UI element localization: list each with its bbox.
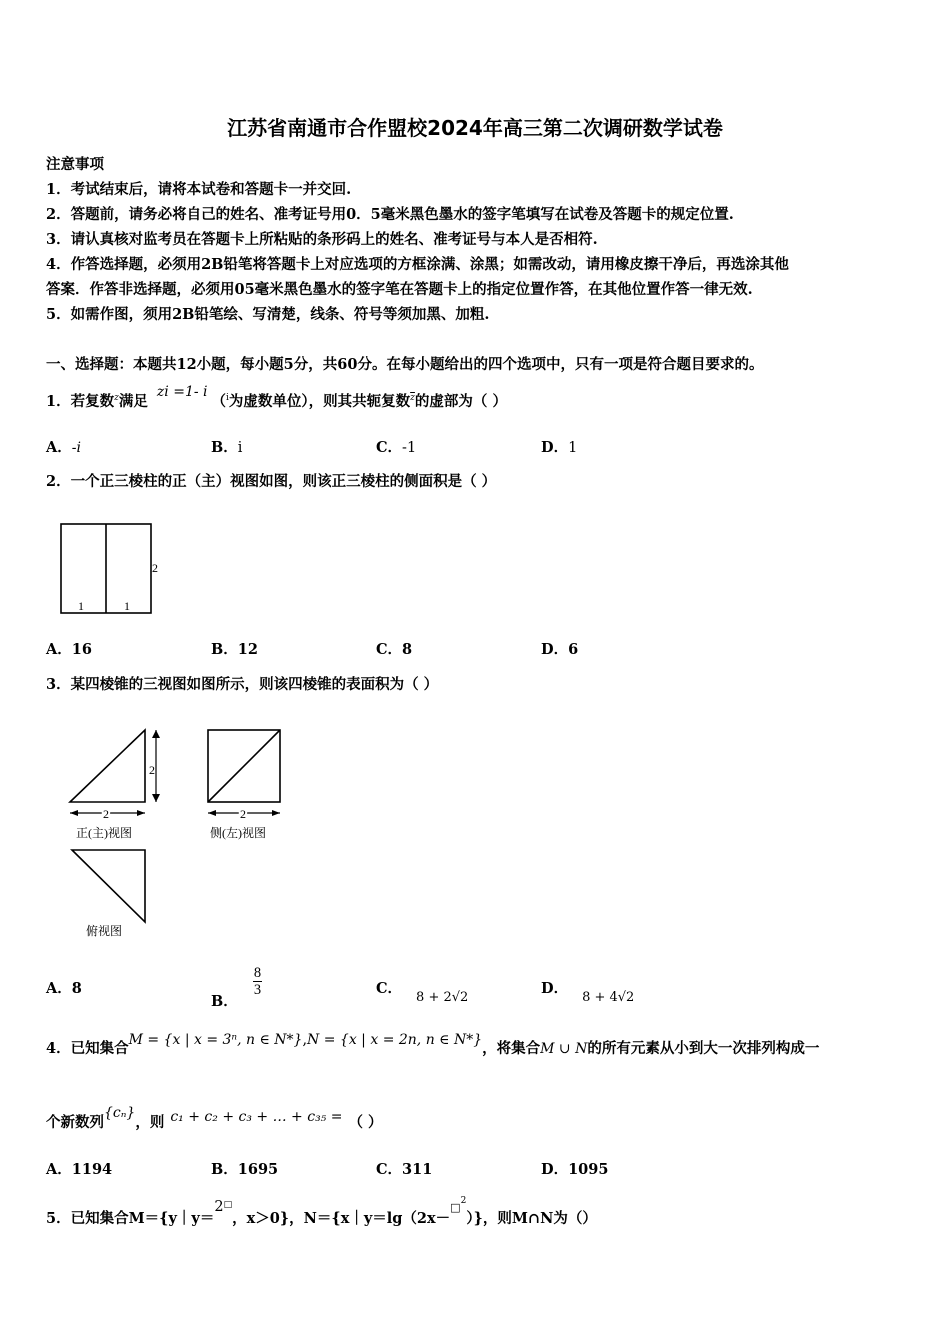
q3-side-caption: 侧(左)视图 [210, 826, 266, 840]
q2-front-view-figure [44, 520, 174, 620]
arrow-right-icon [272, 810, 280, 816]
note-item: 1．考试结束后，请将本试卷和答题卡一并交回. [46, 181, 352, 198]
q3-front-height: 2 [149, 763, 155, 777]
note-item: 5．如需作图，须用2B铅笔绘、写清楚，线条、符号等须加黑、加粗. [46, 306, 490, 323]
q1-text: 的虚部为（ ） [414, 393, 507, 410]
q4-sum: c₁ + c₂ + c₃ + … + c₃₅ = [170, 1109, 343, 1125]
note-item: 3．请认真核对监考员在答题卡上所粘贴的条形码上的姓名、准考证号与本人是否相符. [46, 231, 598, 248]
option-d[interactable]: D．1 [541, 439, 578, 456]
q1-i: i [226, 393, 229, 404]
option-b[interactable]: B．i [211, 439, 243, 456]
option-a[interactable]: A．16 [46, 641, 92, 658]
q5-square: □ [450, 1201, 461, 1214]
q1-text: 满足 [118, 393, 148, 410]
option-a[interactable]: A．1194 [46, 1161, 113, 1178]
q5-base: 2 [214, 1199, 224, 1215]
question-2-stem: 2．一个正三棱柱的正（主）视图如图，则该正三棱柱的侧面积是（ ） [46, 473, 497, 490]
question-4-stem-line2: 个新数列{cₙ}，则 c₁ + c₂ + c₃ + … + c₃₅ = （ ） [46, 1105, 383, 1131]
option-a[interactable]: A．-i [46, 439, 81, 456]
note-item: 4．作答选择题，必须用2B铅笔将答题卡上对应选项的方框涂满、涂黑；如需改动，请用橡皮擦干净后，再选涂其他 [46, 256, 789, 273]
q4-set-m: M = {x | x = 3ⁿ, n ∈ N*} [128, 1032, 303, 1048]
q3-front-width: 2 [103, 807, 109, 821]
q3-front-caption: 正(主)视图 [76, 826, 132, 840]
q1-text: （ [211, 393, 227, 410]
option-c[interactable]: C．8 + 2√2 [376, 980, 469, 1005]
question-4-stem: 4．已知集合M = {x | x = 3ⁿ, n ∈ N*},N = {x | x = 2n, n ∈ N*}，将集合M ∪ N的所有元素从小到大一次排列构成一 [46, 1032, 820, 1057]
option-b[interactable]: B． $\frac{8}{3}$ [211, 965, 262, 1010]
option-d[interactable]: D．6 [541, 641, 579, 658]
q2-right-label: 1 [124, 599, 130, 613]
q1-equation: zi =1- i [156, 384, 208, 400]
q2-left-label: 1 [78, 599, 84, 613]
question-1-stem [46, 384, 507, 411]
option-c[interactable]: C．8 [376, 641, 413, 658]
notes-heading: 注意事项 [46, 156, 104, 173]
option-b[interactable]: B．12 [211, 641, 258, 658]
q5-square-exp: 2 [460, 1196, 467, 1207]
arrow-left-icon [70, 810, 78, 816]
option-d[interactable]: D．8 + 4√2 [541, 980, 635, 1005]
option-a[interactable]: A．8 [46, 980, 82, 997]
option-c[interactable]: C．-1 [376, 439, 417, 456]
option-b[interactable]: B．1695 [211, 1161, 279, 1178]
question-3-stem: 3．某四棱锥的三视图如图所示，则该四棱锥的表面积为（ ） [46, 676, 439, 693]
q1-text: 为虚数单位），则其共轭复数 [228, 393, 411, 410]
q1-z: z [114, 393, 119, 404]
q4-set-n: N = {x | x = 2n, n ∈ N*} [307, 1032, 483, 1048]
q3-top-caption: 俯视图 [86, 924, 123, 938]
q3-side-diagonal [208, 730, 280, 802]
q4-sequence: {cₙ} [104, 1105, 136, 1121]
q2-height-label: 2 [152, 561, 158, 575]
q1-zbar: z [410, 393, 415, 404]
q3-top-triangle [72, 850, 145, 922]
option-d[interactable]: D．1095 [541, 1161, 609, 1178]
q4-union: M ∪ N [540, 1041, 588, 1057]
arrow-up-icon [152, 730, 160, 738]
arrow-left-icon [208, 810, 216, 816]
q3-three-views-figure [60, 722, 290, 942]
arrow-down-icon [152, 794, 160, 802]
note-item: 答案．作答非选择题，必须用05毫米黑色墨水的签字笔在答题卡上的指定位置作答，在其他位置作答一律无效. [46, 281, 753, 298]
q5-exp: □ [223, 1200, 233, 1211]
note-item: 2．答题前，请务必将自己的姓名、准考证号用0．5毫米黑色墨水的签字笔填写在试卷及答题卡的规定位置. [46, 206, 734, 223]
q3-side-width: 2 [240, 807, 246, 821]
q1-text: 1．若复数 [46, 393, 115, 410]
q3-front-triangle [70, 730, 145, 802]
question-5-stem: 5．已知集合M＝{y｜y＝2□，x＞0}，N＝{x｜y＝lg（2x－$^{□2}$）}，则M∩N为（） [46, 1196, 597, 1227]
option-c[interactable]: C．311 [376, 1161, 433, 1178]
section-heading: 一、选择题：本题共12小题，每小题5分，共60分。在每小题给出的四个选项中，只有一项是符合题目要求的。 [46, 356, 764, 373]
arrow-right-icon [137, 810, 145, 816]
page-title: 江苏省南通市合作盟校2024年高三第二次调研数学试卷 [227, 116, 723, 140]
